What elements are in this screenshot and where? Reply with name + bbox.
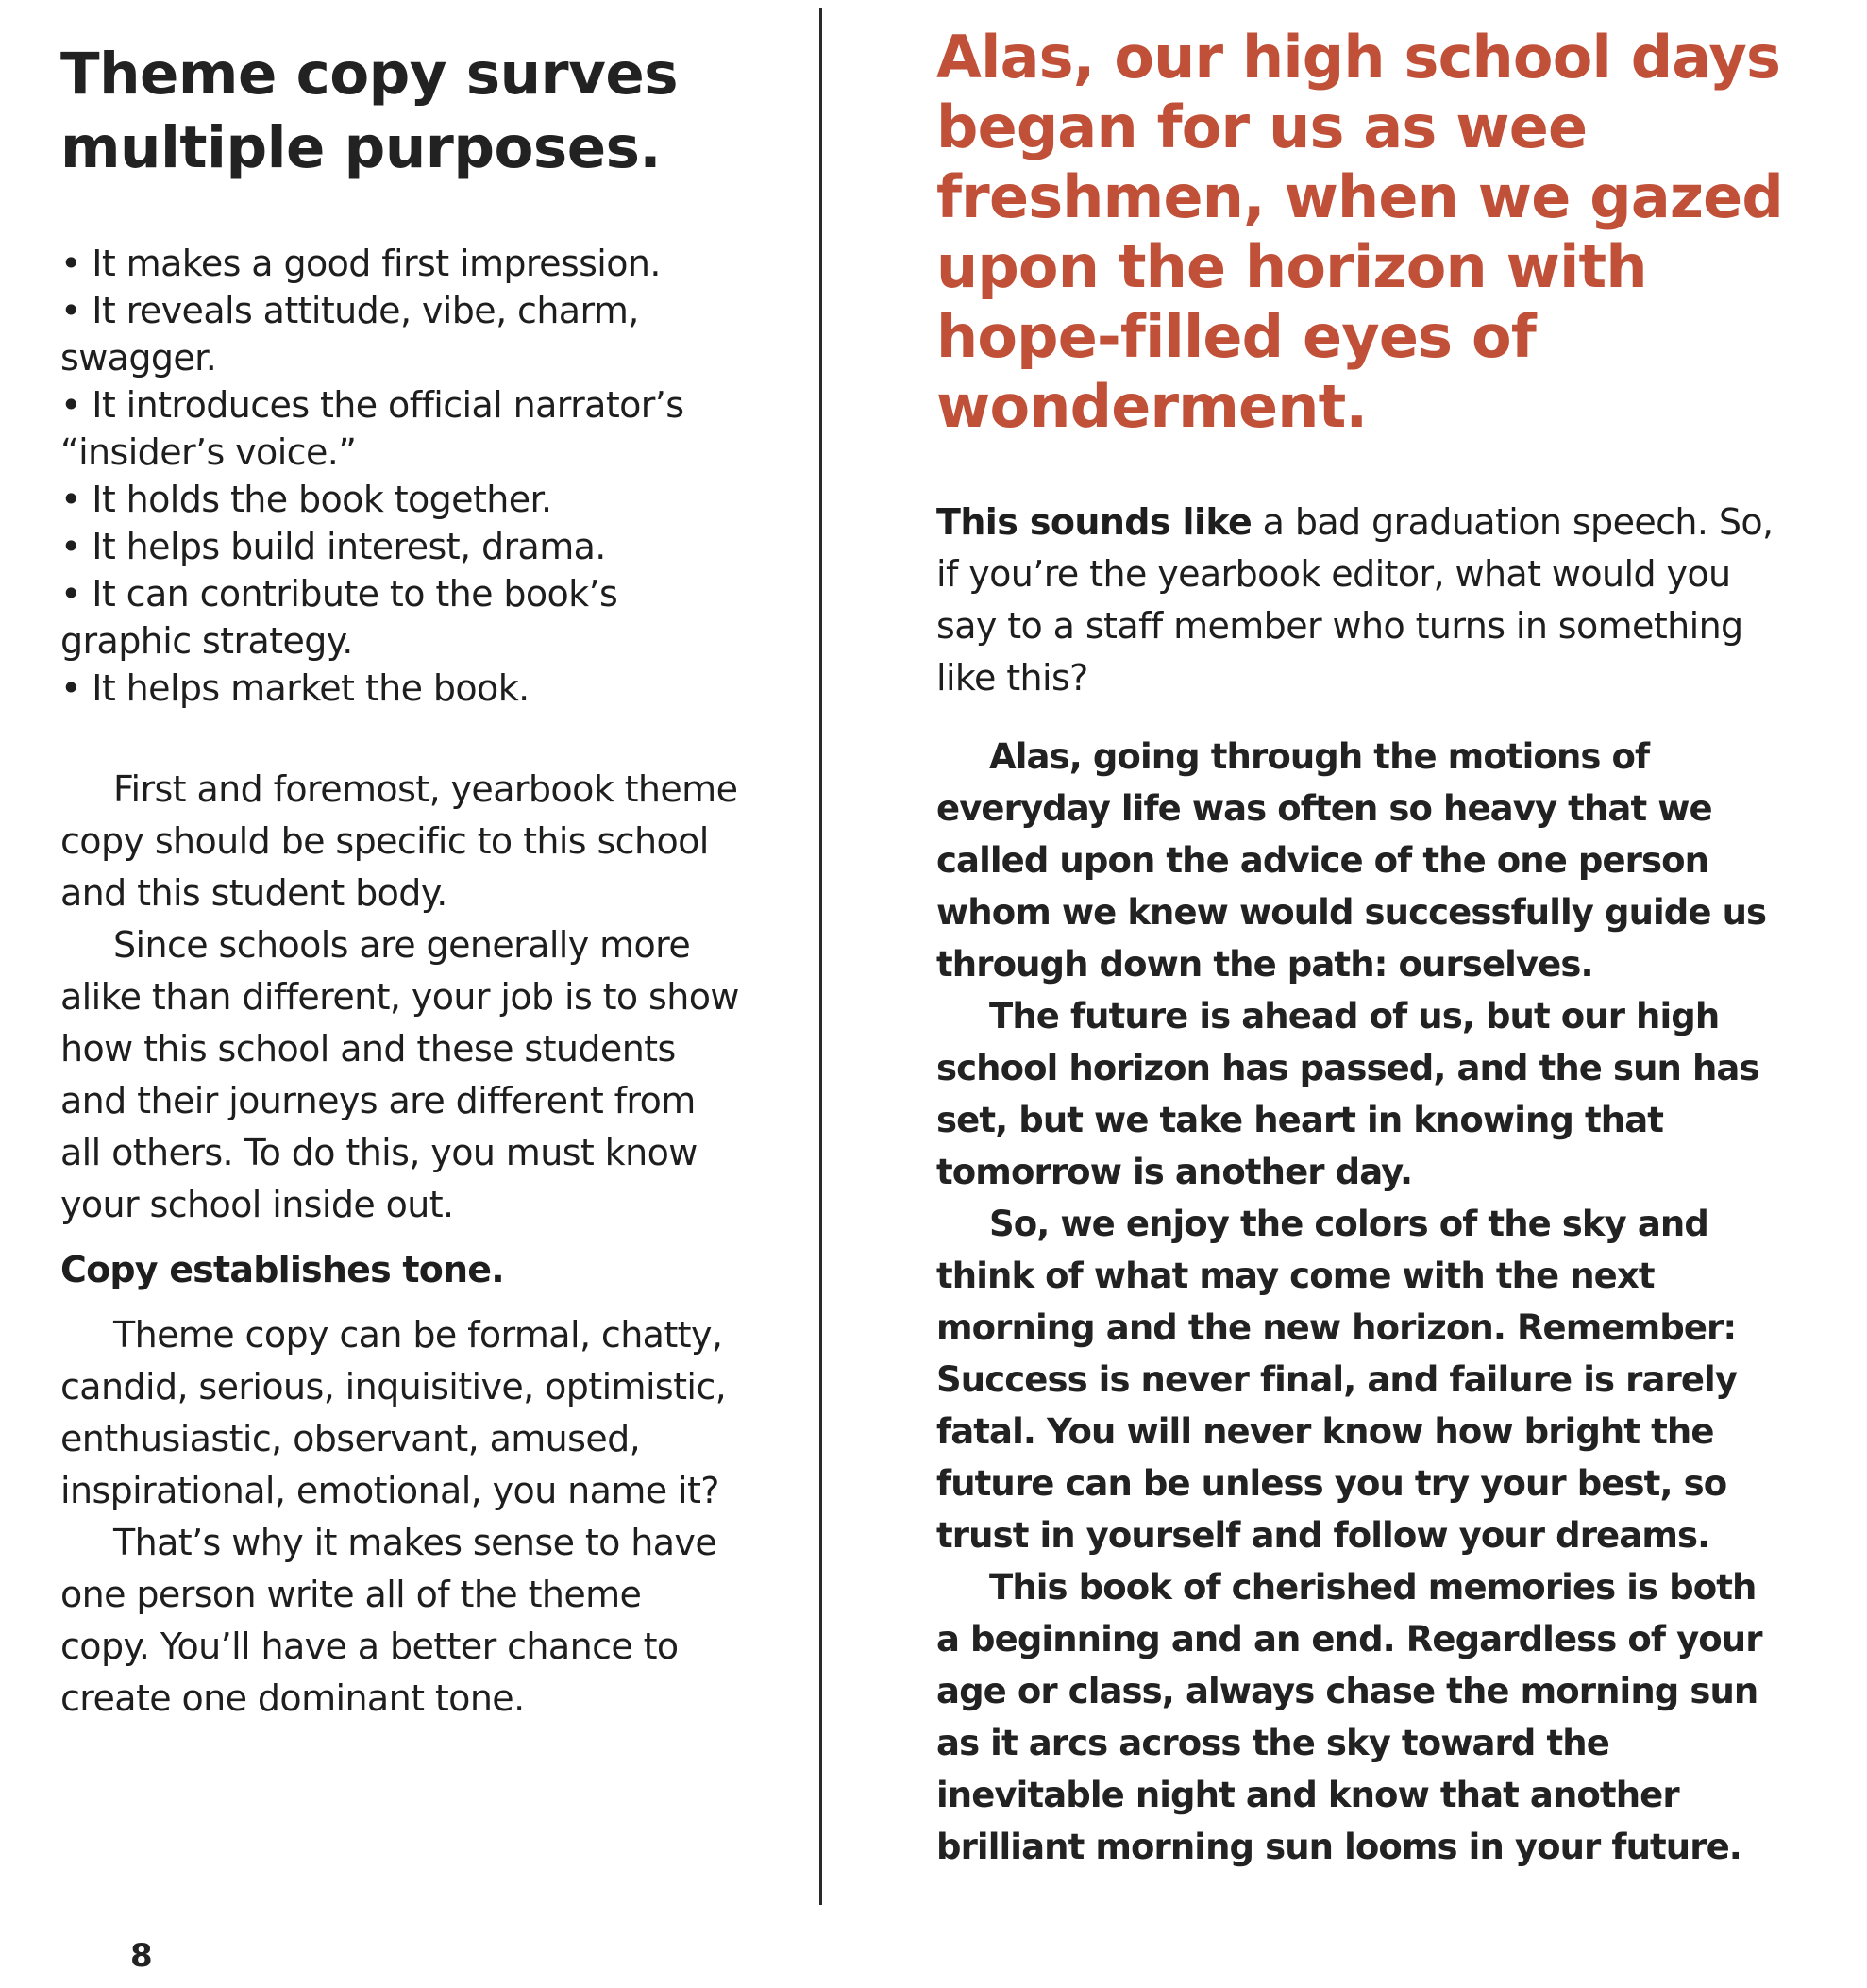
bullet-item: • It helps market the book. — [60, 667, 530, 709]
spacer — [60, 1296, 740, 1309]
bullet-item: • It introduces the official narrator’s “insider’s voice.” — [60, 384, 684, 473]
purpose-bullet-list — [60, 240, 740, 712]
bullet-item: • It reveals attitude, vibe, charm, swagger. — [60, 290, 639, 379]
example-paragraph: The future is ahead of us, but our high school horizon has passed, and the sun has set, but we take heart in knowing that tomorrow is another day. — [936, 996, 1759, 1192]
body-paragraph: First and foremost, yearbook theme copy should be specific to this school and this student body. — [60, 768, 738, 914]
right-column — [936, 23, 1786, 1873]
bullet-item: • It can contribute to the book’s graphic strategy. — [60, 573, 618, 662]
bullet-item: • It helps build interest, drama. — [60, 526, 606, 567]
body-paragraph: That’s why it makes sense to have one person write all of the theme copy. You’ll have a better chance to create one dominant tone. — [60, 1522, 717, 1719]
body-paragraph: Theme copy can be formal, chatty, candid, serious, inquisitive, optimistic, enthusiastic, observant, amused, inspirational, emotional, you name it? — [60, 1314, 727, 1511]
page-number: 8 — [130, 1937, 153, 1975]
left-heading: Theme copy surves multiple purposes. — [60, 41, 679, 181]
spacer — [60, 1231, 740, 1244]
example-paragraph: So, we enjoy the colors of the sky and think of what may come with the next morning and the new horizon. Remember: Success is never final, and failure is rarely fatal. You will never know how bright the future can be unless you try your best, so trust in yourself and follow your dreams. — [936, 1204, 1738, 1556]
column-divider — [819, 8, 822, 1905]
body-paragraph: Since schools are generally more alike than different, your job is to show how this school and these students and their journeys are different from all others. To do this, you must know your school inside out. — [60, 924, 739, 1225]
intro-bold-lead: This sounds like — [936, 501, 1253, 543]
intro-paragraph — [936, 497, 1786, 704]
spacer — [60, 712, 740, 764]
example-paragraph: Alas, going through the motions of everyday life was often so heavy that we called upon the advice of the one person whom we knew would successfully guide us through down the path: ourselves. — [936, 736, 1767, 985]
bullet-item: • It holds the book together. — [60, 479, 552, 520]
bullet-item: • It makes a good first impression. — [60, 243, 661, 284]
right-heading-quote: Alas, our high school days began for us as wee freshmen, when we gazed upon the horizon with hope-filled eyes of wonderment. — [936, 23, 1784, 441]
spacer — [936, 704, 1786, 731]
intro-text: a bad graduation speech. So, if you’re the yearbook editor, what would you say to a staff member who turns in something like this? — [936, 501, 1774, 699]
left-column — [60, 38, 740, 1725]
tone-subheading: Copy establishes tone. — [60, 1249, 504, 1290]
example-paragraph: This book of cherished memories is both a beginning and an end. Regardless of your age or class, always chase the morning sun as it arcs across the sky toward the inevitable night and know that another brilliant morning sun looms in your future. — [936, 1567, 1762, 1867]
